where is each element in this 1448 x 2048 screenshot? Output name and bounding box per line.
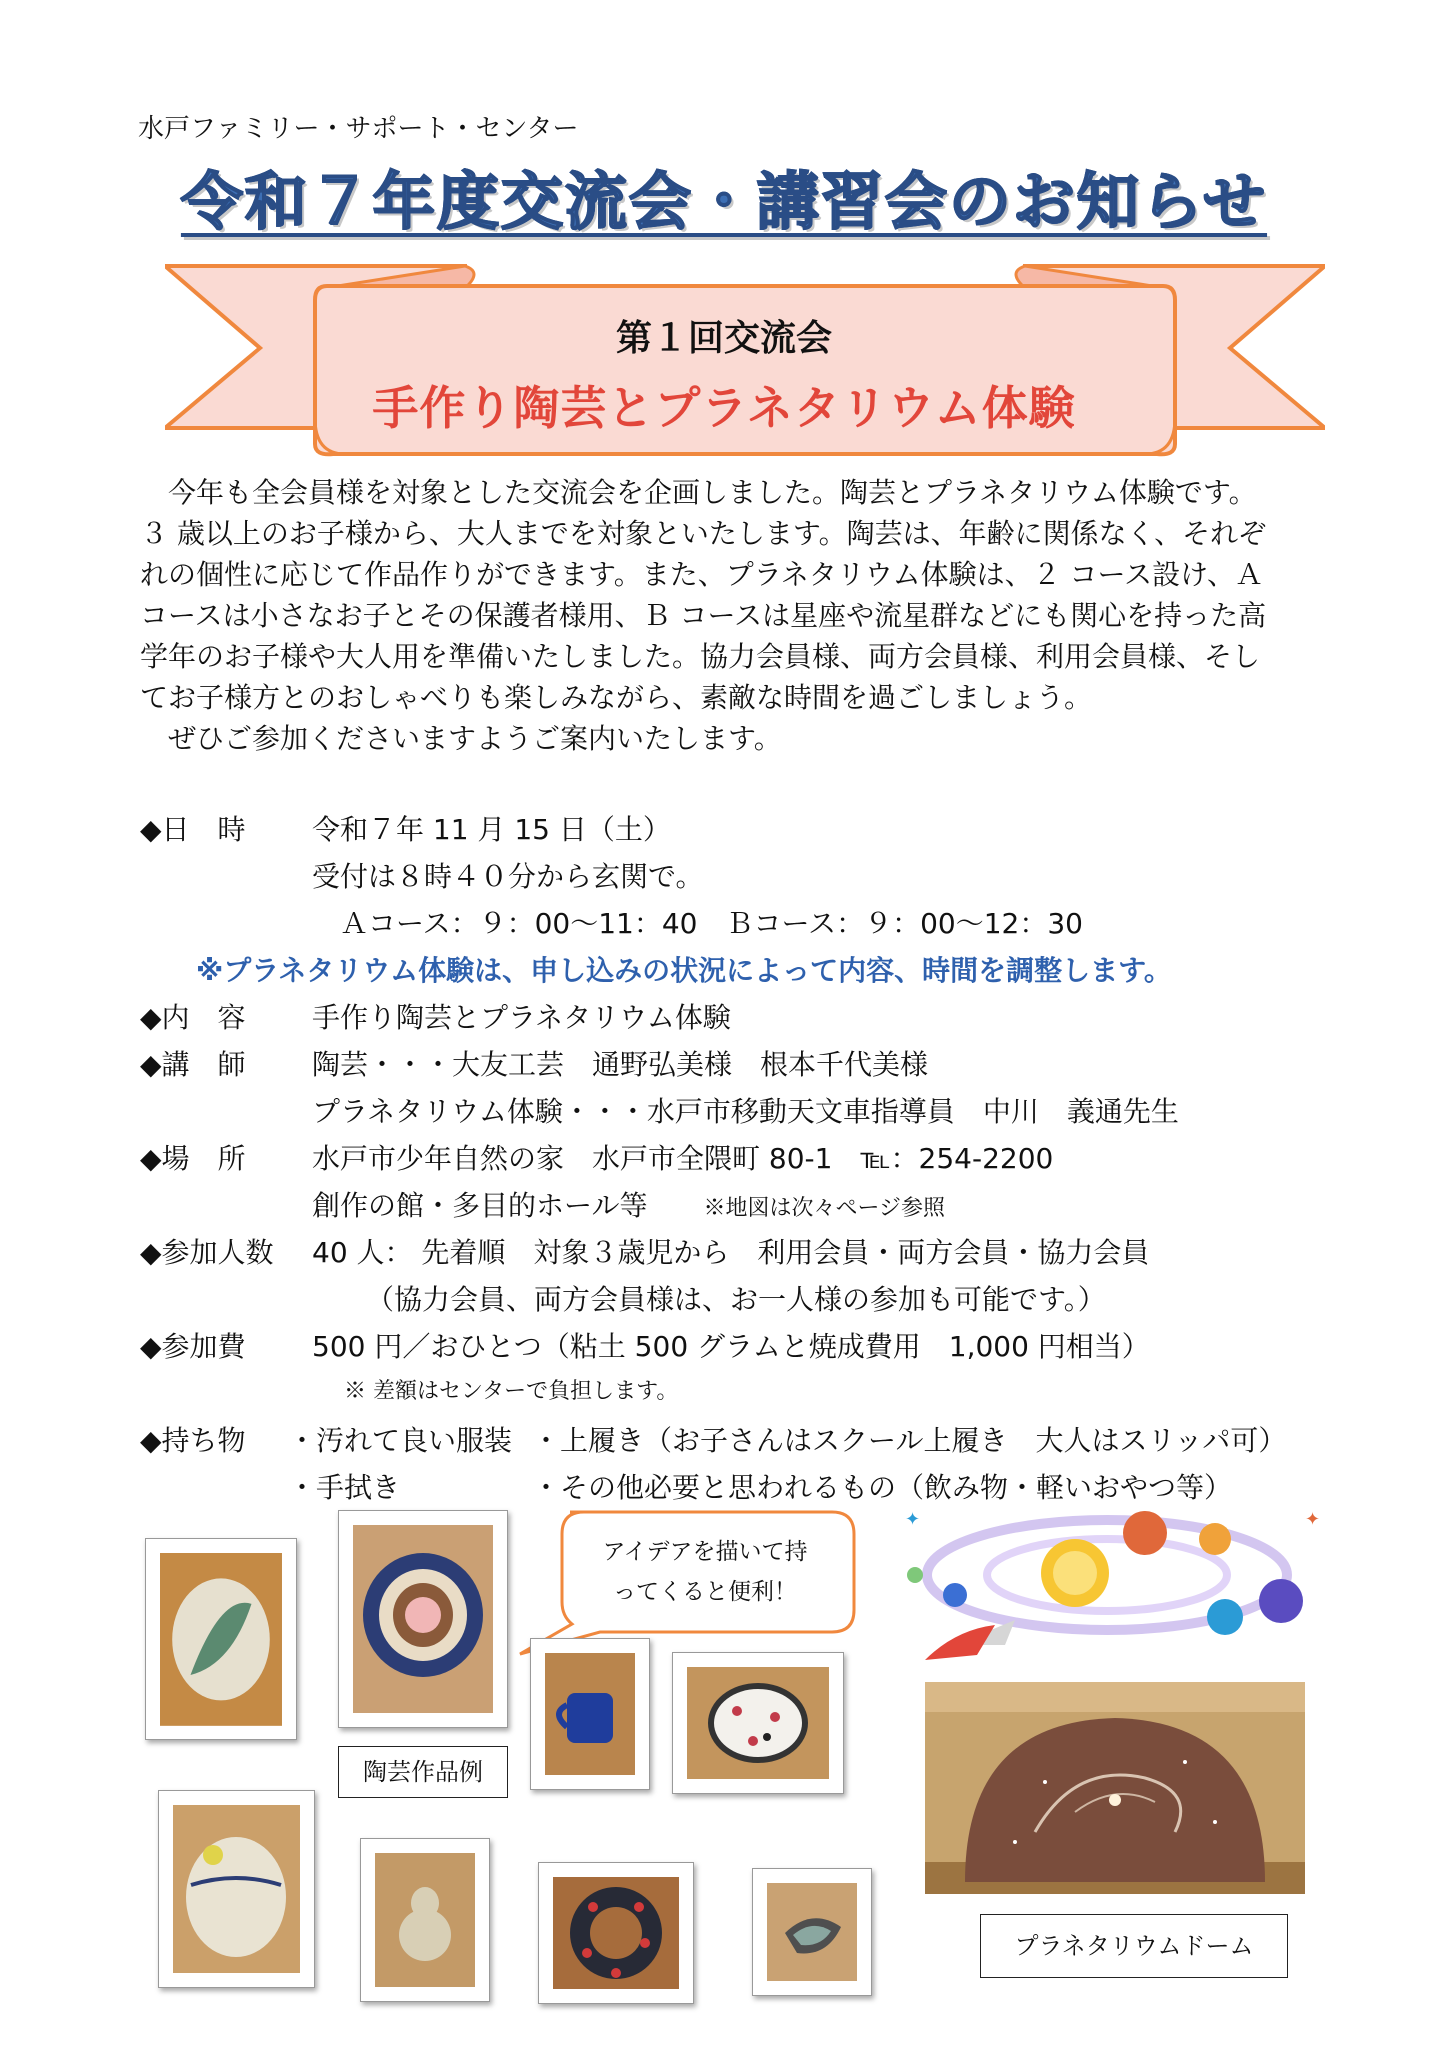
course-times: Ａコース：９：00～11：40 Ｂコース：９：00～12：30 xyxy=(340,907,1083,940)
event-subtitle: 第１回交流会 xyxy=(615,318,832,359)
fee-label: ◆参加費 xyxy=(140,1330,246,1363)
space-illustration xyxy=(885,1505,1330,1665)
date-label: ◆日 時 xyxy=(140,813,246,846)
intro-line: コースは小さなお子とその保護者様用、Ｂ コースは星座や流星群などにも関心を持った高 xyxy=(140,599,1267,632)
lecturer-label: ◆講 師 xyxy=(140,1048,246,1081)
date-row xyxy=(140,808,671,848)
count-note: （協力会員、両方会員様は、お一人様の参加も可能です。） xyxy=(366,1283,1106,1316)
count-row xyxy=(140,1231,1149,1271)
count-value: 40 人： 先着順 対象３歳児から 利用会員・両方会員・協力会員 xyxy=(312,1236,1150,1269)
intro-line: 今年も全会員様を対象とした交流会を企画しました。陶芸とプラネタリウム体験です。 xyxy=(140,476,1257,509)
event-title: 手作り陶芸とプラネタリウム体験 xyxy=(372,381,1076,435)
intro-line: ぜひご参加くださいますようご案内いたします。 xyxy=(140,722,782,755)
place-row xyxy=(140,1137,1053,1177)
bubble-line-2: ってくると便利！ xyxy=(613,1579,797,1605)
pottery-photo-figurine xyxy=(360,1838,490,2002)
pottery-caption: 陶芸作品例 xyxy=(338,1746,508,1798)
place-row-2 xyxy=(312,1184,945,1224)
reception-info: 受付は８時４０分から玄関で。 xyxy=(312,860,704,893)
lecturer-value-2: プラネタリウム体験・・・水戸市移動天文車指導員 中川 義通先生 xyxy=(312,1095,1179,1128)
intro-line: 学年のお子様や大人用を準備いたしました。協力会員様、両方会員様、利用会員様、そし xyxy=(140,640,1261,673)
dome-caption: プラネタリウムドーム xyxy=(980,1914,1288,1978)
items-clothes: ・汚れて良い服装 xyxy=(288,1424,513,1457)
items-shoes: ・上履き（お子さんはスクール上履き 大人はスリッパ可） xyxy=(532,1424,1287,1457)
content-value: 手作り陶芸とプラネタリウム体験 xyxy=(312,1001,731,1034)
items-towel: ・手拭き xyxy=(288,1471,401,1504)
place-label: ◆場 所 xyxy=(140,1142,246,1175)
place-value-2: 創作の館・多目的ホール等 xyxy=(312,1189,648,1222)
pottery-photo-rabbit-plate xyxy=(158,1790,315,1988)
intro-line: てお子様方とのおしゃべりも楽しみながら、素敵な時間を過ごしましょう。 xyxy=(140,681,1093,714)
items-row xyxy=(140,1419,1286,1459)
planetarium-note: ※プラネタリウム体験は、申し込みの状況によって内容、時間を調整します。 xyxy=(196,954,1172,987)
lecturer-row xyxy=(140,1043,928,1083)
map-note: ※地図は次々ページ参照 xyxy=(703,1196,946,1221)
lecturer-value: 陶芸・・・大友工芸 通野弘美様 根本千代美様 xyxy=(312,1048,929,1081)
items-label: ◆持ち物 xyxy=(140,1424,246,1457)
page-title: 令和７年度交流会・講習会のお知らせ xyxy=(180,165,1268,238)
intro-paragraph xyxy=(140,472,1320,759)
pottery-photo-heart-bowl xyxy=(338,1510,508,1728)
bubble-text xyxy=(570,1532,840,1612)
items-row-2 xyxy=(288,1466,1232,1506)
organization-name: 水戸ファミリー・サポート・センター xyxy=(138,114,579,144)
intro-line: れの個性に応じて作品作りができます。また、プラネタリウム体験は、２ コース設け、Ａ xyxy=(140,558,1264,591)
date-value: 令和７年 11 月 15 日（土） xyxy=(312,813,671,846)
bubble-line-1: アイデアを描いて持 xyxy=(602,1539,808,1565)
pottery-photo-small-dish xyxy=(752,1868,872,1996)
fee-row xyxy=(140,1325,1150,1365)
content-row xyxy=(140,996,731,1036)
count-label: ◆参加人数 xyxy=(140,1236,274,1269)
planetarium-dome-photo xyxy=(925,1682,1305,1894)
intro-line: ３ 歳以上のお子様から、大人までを対象といたします。陶芸は、年齢に関係なく、それぞ xyxy=(140,517,1267,550)
svg-text:✦: ✦ xyxy=(1305,1509,1321,1530)
fee-note: ※ 差額はセンターで負担します。 xyxy=(344,1379,679,1404)
items-other: ・その他必要と思われるもの（飲み物・軽いおやつ等） xyxy=(532,1471,1233,1504)
svg-text:✦: ✦ xyxy=(905,1509,921,1530)
pottery-photo-leaf-plate xyxy=(145,1538,297,1740)
place-value: 水戸市少年自然の家 水戸市全隈町 80-1 ℡：254-2200 xyxy=(312,1142,1054,1175)
fee-value: 500 円／おひとつ（粘土 500 グラムと焼成費用 1,000 円相当） xyxy=(312,1330,1150,1363)
pottery-photo-ring-plate xyxy=(538,1862,694,2004)
content-label: ◆内 容 xyxy=(140,1001,246,1034)
pottery-photo-patterned-dish xyxy=(672,1652,844,1794)
pottery-photo-blue-cup xyxy=(530,1638,650,1790)
